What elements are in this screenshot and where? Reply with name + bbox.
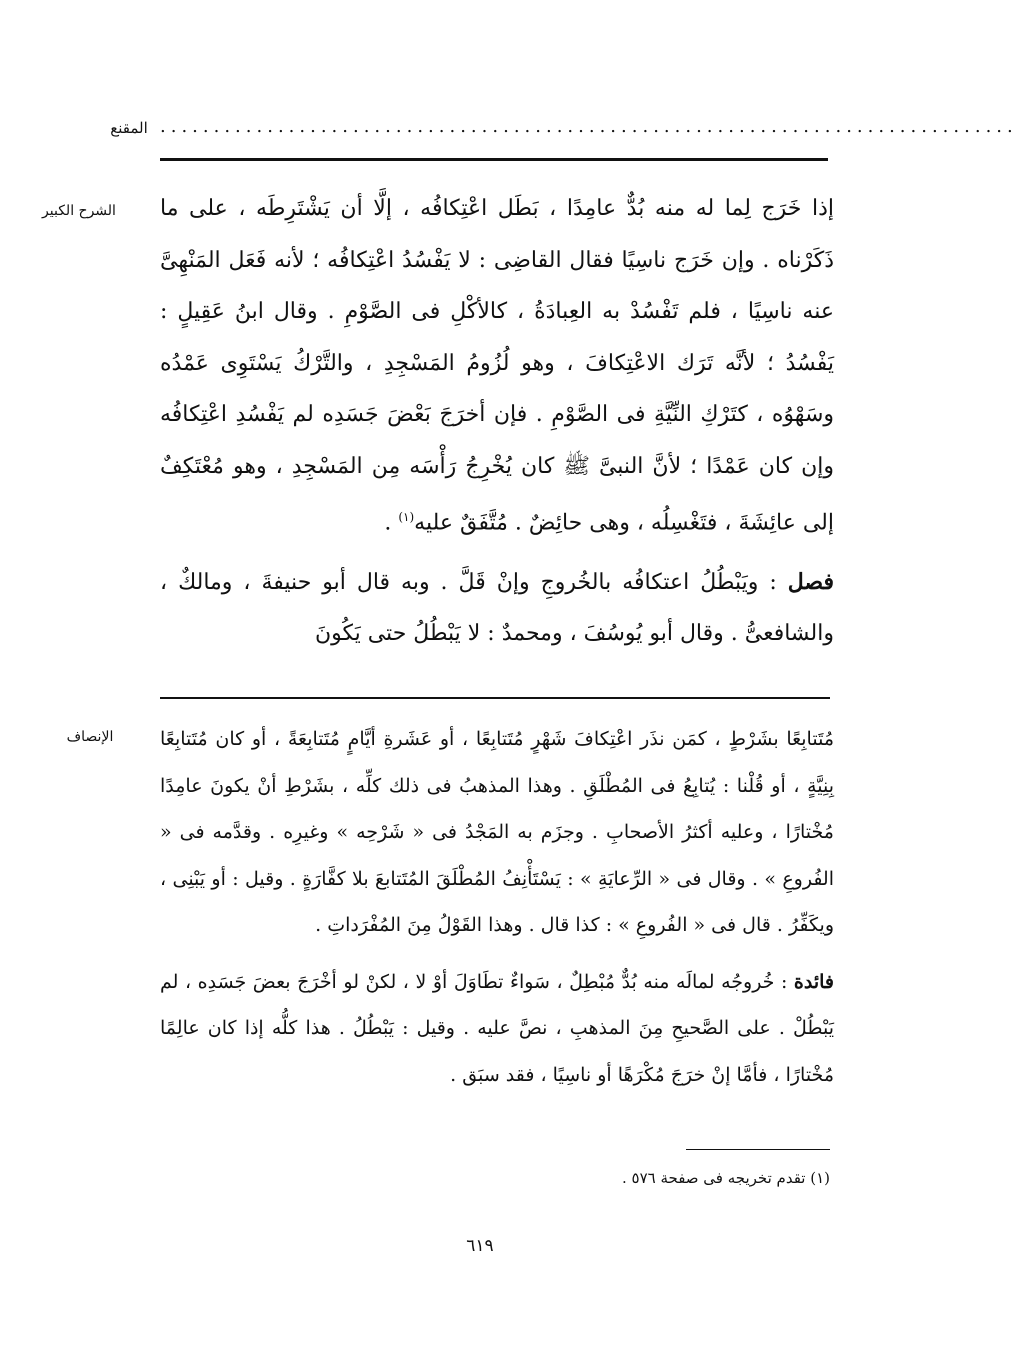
page-number: ٦١٩ [466, 1236, 494, 1256]
faida-heading: فائدة [793, 970, 834, 993]
margin-label-sharh: الشرح الكبير [42, 203, 116, 219]
fasl-heading: فصل [787, 568, 834, 595]
sharh-paragraph-1-text: إذا خَرَج لِما له منه بُدٌّ عامِدًا ، بَطَل اعْتِكافُه ، إلَّا أن يَشْتَرِطَه ، على ما ذَكَرْناه . وإن خَرَج ناسِيًا فقال القاضِى : لا يَفْسُدُ اعْتِكافُه ؛ لأنه فَعَل المَنْهِىَّ عنه ناسِيًا ، فلم تَفْسُدْ به العِبادَةُ ، كالأكْلِ فى الصَّوْمِ . وقال ابنُ عَقِيلٍ : يَفْسُدُ ؛ لأنَّه تَرَك الاعْتِكافَ ، وهو لُزُومُ المَسْجِدِ ، والتَّرْكُ يَسْتَوِى عَمْدُه وسَهْوُه ، كتَرْكِ النِّيَّةِ فى الصَّوْمِ . فإن أخرَجَ بَعْضَ جَسَدِه لم يَفْسُدِ اعْتِكافُه وإن كان عَمْدًا ؛ لأنَّ النبىَّ ﷺ كان يُخْرِجُ رَأْسَه مِن المَسْجِدِ ، وهو مُعْتَكِفٌ إلى عائِشَةَ ، فتَغْسِلُه ، وهى حائِضٌ . مُتَّفَقٌ عليه [160, 196, 834, 536]
insaf-paragraph-2 [160, 959, 834, 1099]
footnote-separator [686, 1149, 830, 1150]
footnote-marker: (١) [398, 510, 415, 524]
sharh-paragraph-1 [160, 183, 834, 549]
running-header-title: المقنع [110, 119, 148, 137]
sharh-paragraph-1-end: . [384, 510, 399, 536]
header-rule [160, 158, 828, 161]
insaf-paragraph-1: مُتَتابِعًا بشَرْطٍ ، كمَن نذَر اعْتِكافَ شَهْرٍ مُتَتابِعًا ، أو عَشَرةِ أيَّامٍ مُتَتابِعَةً ، أو كان مُتَتابِعًا بِنِيَّةٍ ، أو قُلْنا : يُتابِعُ فى المُطْلَقِ . وهذا المذهبُ فى ذلك كلِّه ، بشَرْطِ أنْ يكونَ عامِدًا مُخْتارًا ، وعليه أكثرُ الأصحابِ . وجزَم به المَجْدُ فى « شَرْحِه » وغيرِه . وقدَّمه فى « الفُروعِ » . وقال فى « الرِّعايَةِ » : يَسْتَأْنِفُ المُطْلَقَ المُتَتابعَ بلا كفَّارَةٍ . وقيل : أو يَبْنِى ، ويكَفِّرُ . قال فى « الفُروعِ » : كذا قال . وهذا القَوْلُ مِنَ المُفْرَداتِ . [160, 728, 834, 936]
sharh-text-block [160, 183, 834, 660]
sharh-paragraph-2-text: : ويَبْطُلُ اعتكافُه بالخُروجِ وإنْ قَلَّ . وبه قال أبو حنيفةَ ، ومالكٌ ، والشافعىُّ . وقال أبو يُوسُفَ ، ومحمدٌ : لا يَبْطُلُ حتى يَكُونَ [160, 569, 834, 647]
insaf-paragraph-2-text: : خُروجُه لمالَه منه بُدٌّ مُبْطِلٌ ، سَواءٌ تطَاوَلَ أوْ لا ، لكنْ لو أخْرَجَ بعضَ جَسَدِه ، لم يَبْطُلْ . على الصَّحيحِ مِنَ المذهبِ ، نصَّ عليه . وقيل : يَبْطُلُ . هذا كلُّه إذا كان عالِمًا مُخْتارًا ، فأمَّا إنْ خرَجَ مُكْرَهًا أو ناسِيًا ، فقد سبَق . [160, 970, 834, 1086]
margin-label-insaf: الإنصاف [66, 729, 114, 745]
header-dotted-leader: ................................................................................ [160, 116, 1018, 137]
section-separator [160, 697, 830, 699]
sharh-paragraph-2 [160, 557, 834, 660]
insaf-text-block [160, 716, 834, 1098]
footnote: (١) تقدم تخريجه فى صفحة ٥٧٦ . [621, 1169, 830, 1187]
